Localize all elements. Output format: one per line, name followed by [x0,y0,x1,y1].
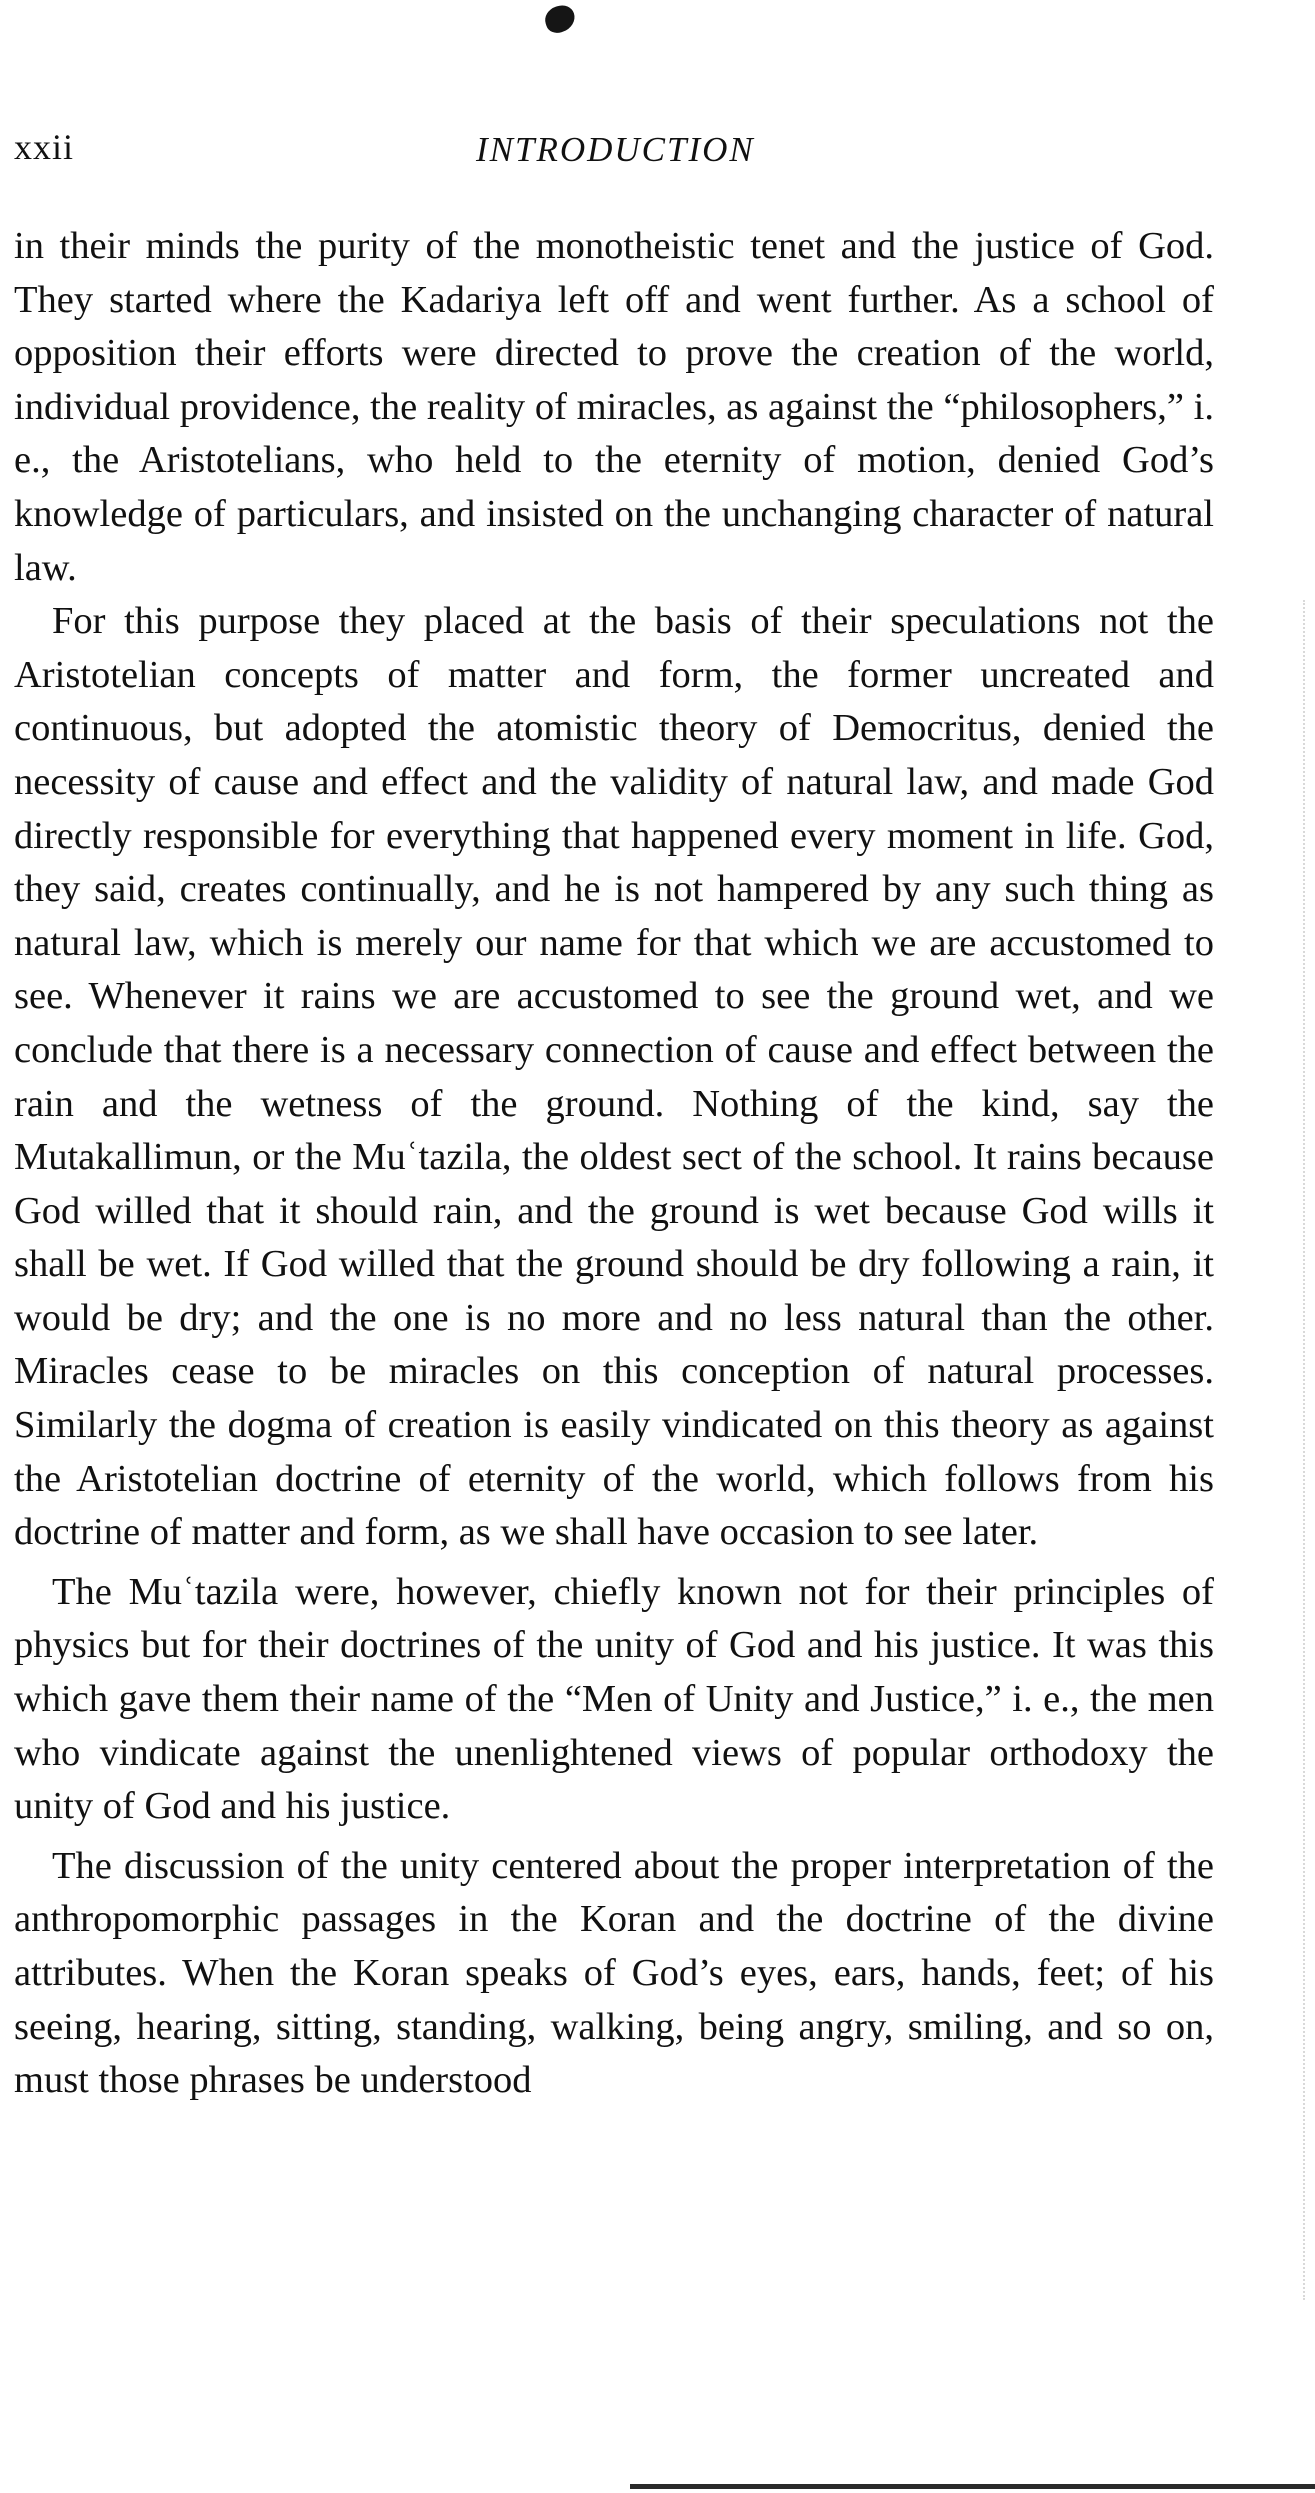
body-text [14,220,1214,2108]
page-number: xxii [14,127,75,167]
paragraph-continued: in their minds the purity of the monotheistic tenet and the justice of God. They started where the Kadariya left off and went further. As a school of opposition their efforts were directed to prove the creation of the world, individual providence, the reality of miracles, as against the “philosophers,” i. e., the Aristotelians, who held to the eternity of motion, denied God’s knowledge of particulars, and insisted on the unchanging character of natural law. [14,225,1214,589]
page-edge-shadow [1303,600,1309,2300]
running-head-title: INTRODUCTION [476,130,755,169]
paragraph-atomism: For this purpose they placed at the basis of their speculations not the Aristotelian concepts of matter and form, the former uncreated and continuous, but adopted the atomistic theory of Democritus, denied the necessity of cause and effect and the validity of natural law, and made God directly responsible for everything that happened every moment in life. God, they said, creates continually, and he is not hampered by any such thing as natural law, which is merely our name for that which we are accustomed to see. Whenever it rains we are accustomed to see the ground wet, and we conclude that there is a necessary connection of cause and effect between the rain and the wetness of the ground. Nothing of the kind, say the Mutakallimun, or the Muʿtazila, the oldest sect of the school. It rains because God willed that it should rain, and the ground is wet because God wills it shall be wet. If God willed that the ground should be dry following a rain, it would be dry; and the one is no more and no less natural than the other. Miracles cease to be miracles on this conception of natural processes. Similarly the dogma of creation is easily vindicated on this theory as against the Aristotelian doctrine of eternity of the world, which follows from his doctrine of matter and form, as we shall have occasion to see later. [14,600,1214,1554]
bottom-edge-rule [630,2484,1315,2489]
paragraph-mutazila-unity-justice: The Muʿtazila were, however, chiefly known not for their principles of physics but for their doctrines of the unity of God and his justice. It was this which gave them their name of the “Men of Unity and Justice,” i. e., the men who vindicate against the unenlightened views of popular orthodoxy the unity of God and his justice. [14,1570,1214,1828]
ink-blot-mark [542,2,579,36]
running-head [14,126,1234,176]
paragraph-divine-attributes: The discussion of the unity centered about the proper interpretation of the anthropomorphic passages in the Koran and the doctrine of the divine attributes. When the Koran speaks of God’s eyes, ears, hands, feet; of his seeing, hearing, sitting, standing, walking, being angry, smiling, and so on, must those phrases be understood [14,1844,1214,2102]
